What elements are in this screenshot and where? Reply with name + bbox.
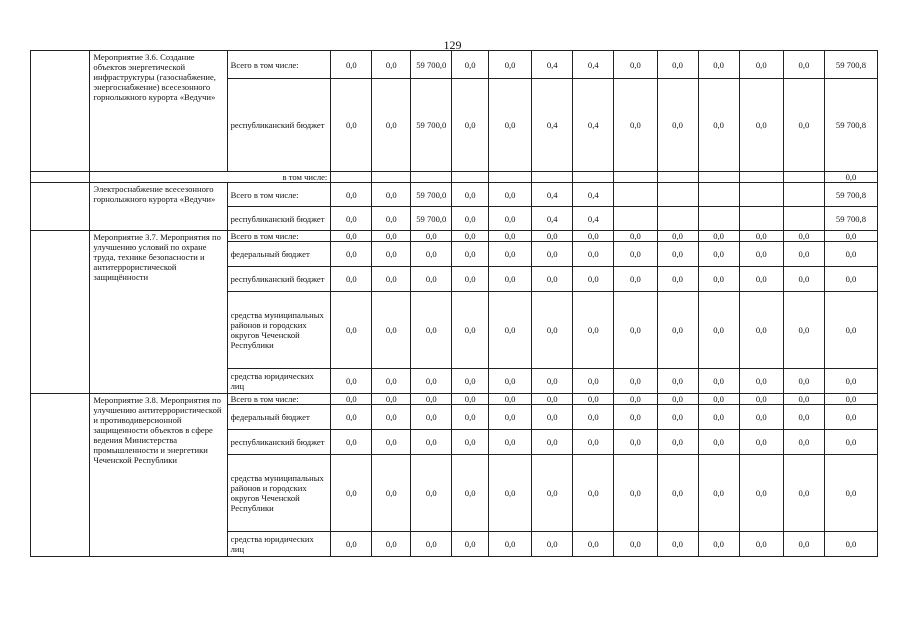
- value-cell: 0,0: [411, 405, 452, 430]
- funding-source-cell: Всего в том числе:: [227, 231, 331, 242]
- empty-cell: [698, 172, 739, 183]
- value-cell: 0,0: [573, 430, 614, 455]
- value-cell: 0,0: [411, 394, 452, 405]
- value-cell: 0,0: [783, 267, 824, 292]
- value-cell: 0,0: [739, 267, 783, 292]
- value-cell: 0,4: [532, 79, 573, 172]
- value-cell: 0,0: [657, 369, 698, 394]
- value-cell: 0,0: [573, 231, 614, 242]
- value-cell: 0,0: [411, 455, 452, 532]
- value-cell: 0,0: [698, 231, 739, 242]
- value-cell: 0,0: [372, 231, 411, 242]
- value-cell: 0,0: [452, 394, 489, 405]
- value-cell: 0,4: [573, 51, 614, 79]
- value-cell: 0,4: [573, 79, 614, 172]
- empty-cell: [783, 183, 824, 207]
- value-cell: 0,0: [698, 79, 739, 172]
- value-cell: 0,0: [824, 394, 877, 405]
- value-cell: 0,0: [739, 292, 783, 369]
- value-cell: 0,0: [824, 231, 877, 242]
- value-cell: 0,0: [452, 292, 489, 369]
- value-cell: 0,0: [573, 242, 614, 267]
- value-cell: 0,0: [411, 430, 452, 455]
- table-row: [31, 172, 878, 183]
- value-cell: 0,0: [783, 242, 824, 267]
- value-cell: 0,0: [411, 369, 452, 394]
- funding-source-cell: Всего в том числе:: [227, 394, 331, 405]
- value-cell: 0,0: [657, 455, 698, 532]
- event-name-cell: Электроснабжение всесезонного горнолыжного курорта «Ведучи»: [90, 183, 227, 231]
- value-cell: 0,0: [657, 430, 698, 455]
- value-cell: 0,0: [532, 532, 573, 557]
- value-cell: 0,4: [532, 207, 573, 231]
- value-cell: 0,0: [783, 79, 824, 172]
- funding-source-cell: средства юридических лиц: [227, 369, 331, 394]
- empty-cell: [657, 172, 698, 183]
- value-cell: 0,0: [411, 292, 452, 369]
- value-cell: 59 700,0: [411, 207, 452, 231]
- empty-cell: [657, 207, 698, 231]
- funding-source-cell: республиканский бюджет: [227, 79, 331, 172]
- value-cell: 0,0: [489, 394, 532, 405]
- value-cell: 0,0: [614, 267, 657, 292]
- subtotal-label-cell: в том числе:: [90, 172, 331, 183]
- value-cell: 0,0: [452, 207, 489, 231]
- value-cell: 0,0: [331, 455, 372, 532]
- event-name-cell: Мероприятие 3.6. Создание объектов энергетической инфраструктуры (газоснабжение, энергоснабжение) всесезонного горнолыжного курорта «Ведучи»: [90, 51, 227, 172]
- value-cell: 0,0: [532, 242, 573, 267]
- value-cell: 0,0: [824, 405, 877, 430]
- value-cell: 0,0: [739, 455, 783, 532]
- value-cell: 0,0: [489, 242, 532, 267]
- value-cell: 0,0: [452, 51, 489, 79]
- empty-cell: [698, 207, 739, 231]
- empty-cell: [31, 231, 90, 394]
- value-cell: 0,0: [739, 369, 783, 394]
- empty-cell: [614, 172, 657, 183]
- value-cell: 0,0: [739, 430, 783, 455]
- value-cell: 0,0: [411, 231, 452, 242]
- value-cell: 0,0: [372, 369, 411, 394]
- empty-cell: [31, 394, 90, 557]
- value-cell: 0,0: [824, 267, 877, 292]
- value-cell: 0,0: [783, 430, 824, 455]
- empty-cell: [614, 207, 657, 231]
- value-cell: 0,0: [614, 455, 657, 532]
- value-cell: 0,0: [372, 532, 411, 557]
- value-cell: 0,0: [698, 51, 739, 79]
- value-cell: 0,0: [452, 79, 489, 172]
- value-cell: 59 700,0: [411, 183, 452, 207]
- table-row: [31, 183, 878, 207]
- value-cell: 59 700,0: [411, 79, 452, 172]
- empty-cell: [489, 172, 532, 183]
- value-cell: 0,0: [532, 267, 573, 292]
- value-cell: 0,0: [739, 242, 783, 267]
- value-cell: 0,0: [614, 532, 657, 557]
- value-cell: 0,0: [739, 532, 783, 557]
- value-cell: 0,0: [331, 369, 372, 394]
- value-cell: 0,0: [411, 267, 452, 292]
- value-cell: 0,0: [331, 292, 372, 369]
- value-cell: 0,0: [452, 405, 489, 430]
- page-number: 129: [443, 38, 462, 52]
- value-cell: 0,0: [489, 183, 532, 207]
- funding-source-cell: республиканский бюджет: [227, 207, 331, 231]
- value-cell: 0,0: [489, 79, 532, 172]
- value-cell: 0,0: [411, 242, 452, 267]
- value-cell: 0,0: [372, 207, 411, 231]
- table-body: [31, 51, 878, 557]
- funding-source-cell: федеральный бюджет: [227, 242, 331, 267]
- value-cell: 0,0: [331, 267, 372, 292]
- value-cell: 0,0: [331, 231, 372, 242]
- value-cell: 0,0: [331, 79, 372, 172]
- value-cell: 0,0: [739, 51, 783, 79]
- value-cell: 0,0: [657, 292, 698, 369]
- value-cell: 0,4: [573, 183, 614, 207]
- funding-source-cell: средства муниципальных районов и городских округов Чеченской Республики: [227, 455, 331, 532]
- value-cell: 0,0: [739, 405, 783, 430]
- value-cell: 0,0: [698, 369, 739, 394]
- value-cell: 59 700,8: [824, 79, 877, 172]
- value-cell: 0,0: [657, 267, 698, 292]
- value-cell: 0,0: [489, 51, 532, 79]
- event-name-cell: Мероприятие 3.8. Мероприятия по улучшению антитеррористической и противодиверсионной защищенности объектов в сфере ведения Министерства промышленности и энергетики Чеченской Республики: [90, 394, 227, 557]
- value-cell: 0,0: [698, 405, 739, 430]
- value-cell: 0,0: [532, 369, 573, 394]
- event-name-cell: Мероприятие 3.7. Мероприятия по улучшению условий по охране труда, технике безопасности и антитеррористической защищённости: [90, 231, 227, 394]
- empty-cell: [739, 207, 783, 231]
- value-cell: 0,0: [532, 394, 573, 405]
- funding-source-cell: республиканский бюджет: [227, 267, 331, 292]
- value-cell: 0,0: [331, 405, 372, 430]
- value-cell: 0,0: [783, 394, 824, 405]
- value-cell: 0,0: [489, 532, 532, 557]
- value-cell: 0,0: [372, 405, 411, 430]
- empty-cell: [31, 183, 90, 231]
- value-cell: 0,0: [489, 207, 532, 231]
- value-cell: 0,0: [489, 430, 532, 455]
- value-cell: 0,0: [372, 51, 411, 79]
- value-cell: 59 700,8: [824, 51, 877, 79]
- value-cell: 0,0: [452, 532, 489, 557]
- value-cell: 0,4: [532, 183, 573, 207]
- value-cell: 0,0: [783, 455, 824, 532]
- value-cell: 0,0: [372, 242, 411, 267]
- value-cell: 0,0: [783, 231, 824, 242]
- value-cell: 0,4: [573, 207, 614, 231]
- empty-cell: [31, 51, 90, 172]
- value-cell: 0,0: [489, 231, 532, 242]
- value-cell: 0,0: [698, 455, 739, 532]
- value-cell: 0,0: [614, 79, 657, 172]
- value-cell: 0,0: [452, 369, 489, 394]
- value-cell: 0,0: [614, 292, 657, 369]
- funding-source-cell: средства муниципальных районов и городских округов Чеченской Республики: [227, 292, 331, 369]
- empty-cell: [573, 172, 614, 183]
- value-cell: 0,0: [489, 405, 532, 430]
- value-cell: 59 700,8: [824, 183, 877, 207]
- value-cell: 0,0: [452, 430, 489, 455]
- value-cell: 0,0: [489, 455, 532, 532]
- value-cell: 0,0: [452, 183, 489, 207]
- empty-cell: [31, 172, 90, 183]
- value-cell: 0,0: [573, 532, 614, 557]
- value-cell: 0,0: [489, 292, 532, 369]
- value-cell: 0,0: [372, 455, 411, 532]
- empty-cell: [783, 172, 824, 183]
- empty-cell: [372, 172, 411, 183]
- value-cell: 0,0: [573, 267, 614, 292]
- funding-source-cell: Всего в том числе:: [227, 51, 331, 79]
- value-cell: 0,0: [824, 532, 877, 557]
- empty-cell: [452, 172, 489, 183]
- value-cell: 0,0: [331, 532, 372, 557]
- value-cell: 0,0: [331, 51, 372, 79]
- value-cell: 0,0: [614, 242, 657, 267]
- value-cell: 0,0: [411, 532, 452, 557]
- value-cell: 0,0: [532, 430, 573, 455]
- table-row: [31, 394, 878, 405]
- value-cell: 0,0: [489, 369, 532, 394]
- empty-cell: [783, 207, 824, 231]
- empty-cell: [739, 183, 783, 207]
- value-cell: 0,0: [331, 207, 372, 231]
- value-cell: 0,0: [783, 292, 824, 369]
- value-cell: 0,0: [657, 532, 698, 557]
- value-cell: 0,0: [783, 369, 824, 394]
- value-cell: 59 700,0: [411, 51, 452, 79]
- value-cell: 0,0: [331, 242, 372, 267]
- value-cell: 0,0: [614, 369, 657, 394]
- empty-cell: [411, 172, 452, 183]
- value-cell: 0,0: [783, 51, 824, 79]
- value-cell: 0,0: [698, 532, 739, 557]
- funding-source-cell: средства юридических лиц: [227, 532, 331, 557]
- value-cell: 0,0: [783, 532, 824, 557]
- value-cell: 0,0: [824, 292, 877, 369]
- value-cell: 0,0: [824, 172, 877, 183]
- value-cell: 0,0: [698, 430, 739, 455]
- funding-source-cell: Всего в том числе:: [227, 183, 331, 207]
- empty-cell: [532, 172, 573, 183]
- financing-table: [30, 50, 878, 557]
- table-row: [31, 51, 878, 79]
- value-cell: 0,0: [698, 292, 739, 369]
- value-cell: 0,0: [783, 405, 824, 430]
- value-cell: 0,0: [489, 267, 532, 292]
- value-cell: 0,0: [698, 394, 739, 405]
- value-cell: 0,0: [657, 51, 698, 79]
- value-cell: 0,0: [698, 242, 739, 267]
- value-cell: 0,0: [657, 79, 698, 172]
- empty-cell: [657, 183, 698, 207]
- value-cell: 0,0: [614, 405, 657, 430]
- value-cell: 0,0: [331, 394, 372, 405]
- value-cell: 0,0: [824, 455, 877, 532]
- value-cell: 0,0: [532, 405, 573, 430]
- value-cell: 0,0: [372, 267, 411, 292]
- value-cell: 0,0: [372, 430, 411, 455]
- value-cell: 0,0: [452, 455, 489, 532]
- empty-cell: [739, 172, 783, 183]
- value-cell: 0,0: [824, 242, 877, 267]
- value-cell: 0,0: [372, 394, 411, 405]
- value-cell: 0,4: [532, 51, 573, 79]
- funding-source-cell: республиканский бюджет: [227, 430, 331, 455]
- value-cell: 0,0: [573, 455, 614, 532]
- value-cell: 0,0: [452, 231, 489, 242]
- value-cell: 0,0: [573, 292, 614, 369]
- value-cell: 0,0: [573, 405, 614, 430]
- empty-cell: [331, 172, 372, 183]
- empty-cell: [614, 183, 657, 207]
- value-cell: 0,0: [331, 430, 372, 455]
- value-cell: 0,0: [657, 394, 698, 405]
- value-cell: 0,0: [824, 430, 877, 455]
- value-cell: 0,0: [452, 267, 489, 292]
- value-cell: 0,0: [532, 231, 573, 242]
- value-cell: 0,0: [573, 394, 614, 405]
- value-cell: 0,0: [614, 430, 657, 455]
- value-cell: 0,0: [614, 394, 657, 405]
- value-cell: 0,0: [614, 51, 657, 79]
- value-cell: 0,0: [532, 455, 573, 532]
- value-cell: 0,0: [614, 231, 657, 242]
- table-row: [31, 231, 878, 242]
- value-cell: 0,0: [532, 292, 573, 369]
- value-cell: 0,0: [452, 242, 489, 267]
- value-cell: 0,0: [372, 79, 411, 172]
- value-cell: 0,0: [573, 369, 614, 394]
- value-cell: 0,0: [657, 405, 698, 430]
- value-cell: 0,0: [739, 394, 783, 405]
- value-cell: 59 700,8: [824, 207, 877, 231]
- value-cell: 0,0: [739, 231, 783, 242]
- value-cell: 0,0: [331, 183, 372, 207]
- value-cell: 0,0: [372, 183, 411, 207]
- value-cell: 0,0: [657, 231, 698, 242]
- value-cell: 0,0: [739, 79, 783, 172]
- empty-cell: [698, 183, 739, 207]
- value-cell: 0,0: [657, 242, 698, 267]
- value-cell: 0,0: [372, 292, 411, 369]
- value-cell: 0,0: [824, 369, 877, 394]
- funding-source-cell: федеральный бюджет: [227, 405, 331, 430]
- value-cell: 0,0: [698, 267, 739, 292]
